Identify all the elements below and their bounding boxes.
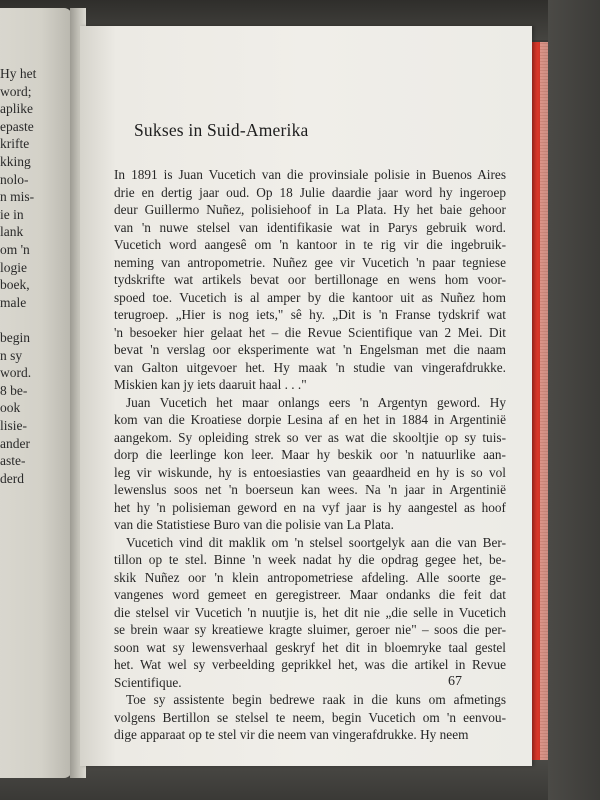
left-page <box>0 8 72 778</box>
left-page-line: n sy <box>0 347 23 363</box>
left-page-line: word. <box>0 365 32 381</box>
left-page-line: ook <box>0 400 21 416</box>
text-line: soon wat sy lewensverhaal geskryf het dit in bloemryke taal gestel <box>114 639 506 655</box>
text-line: terugroep. „Hier is nog iets," sê hy. „Dit is 'n Franse tydskrif wat <box>114 307 506 322</box>
text-line: van 'n nuwe stelsel van identifikasie wat in Parys gebruik word. <box>114 219 506 235</box>
text-line: volgens Bertillon se stelsel te neem, begin Vucetich om 'n eenvou- <box>114 709 506 725</box>
text-line: deur Guillermo Nuñez, polisiehoof in La Plata. Hy het baie gehoor <box>114 202 506 217</box>
text-line: het. Wat wel sy verbeelding geprikkel het, was die artikel in Revue <box>114 657 506 672</box>
left-page-line: boek, <box>0 277 30 293</box>
paragraph <box>114 394 506 534</box>
left-page-line: epaste <box>0 118 34 134</box>
text-line: se brein waar sy kreatiewe kragte sluimer, geroer nie" – soos die per- <box>114 622 506 637</box>
text-line: vangenes word gemeet en geregistreer. Maar ondanks die feit dat <box>114 587 506 602</box>
text-line: Toe sy assistente begin bedrewe raak in die kuns om afmetings <box>126 692 506 707</box>
text-line: drie en dertig jaar oud. Op 18 Julie daardie jaar word hy ingeroep <box>114 184 506 200</box>
paragraph <box>114 166 506 394</box>
left-page-line: kking <box>0 154 31 169</box>
text-line: dige apparaat op te stel vir die neem van vingerafdrukke. Hy neem <box>114 727 469 742</box>
text-line: die stelsel vir Vucetich 'n nuutjie is, het dit nie „die selle in Vucetich <box>114 604 506 620</box>
body-text <box>114 166 506 744</box>
page-number: 67 <box>448 674 462 689</box>
right-page <box>80 26 532 766</box>
text-line: tydskrifte wat artikels bevat oor bertillonage en wens hom voor- <box>114 272 506 287</box>
left-page-line: ander <box>0 435 30 451</box>
text-line: 'n besoeker hier gelaat het – die Revue Scientifique van 2 Mei. Dit <box>114 324 506 340</box>
left-page-line: krifte <box>0 136 30 152</box>
text-line: dorp die leerlinge kon leer. Maar hy beskik oor 'n natuurlike aan- <box>114 447 506 462</box>
left-page-line: n mis- <box>0 189 35 205</box>
left-page-line: derd <box>0 470 24 486</box>
text-line: kom van die Kroatiese dorpie Lesina af en het in 1884 in Argentinië <box>114 412 506 427</box>
left-page-line: male <box>0 294 27 310</box>
text-line: skik Nuñez oor 'n klein antropometriese afdeling. Alle soorte ge- <box>114 569 506 585</box>
left-page-line: begin <box>0 330 30 345</box>
text-line: bevat 'n verslag oor eksperimente wat 'n Engelsman met die naam <box>114 342 506 357</box>
text-line: Miskien kan jy iets daaruit haal . . ." <box>114 377 307 392</box>
text-line: In 1891 is Juan Vucetich van die provinsiale polisie in Buenos Aires <box>114 167 506 182</box>
left-page-line: lisie- <box>0 418 27 433</box>
text-line: neming van antropometrie. Nuñez gee vir Vucetich 'n paar tegniese <box>114 254 506 270</box>
paragraph <box>114 691 506 744</box>
text-line: aangekom. Sy opleiding strek so ver as wat die skooltjie op sy tuis- <box>114 429 506 445</box>
left-page-line: aste- <box>0 453 26 469</box>
text-line: spoed toe. Vucetich is al amper by die kantoor uit as Nuñez hom <box>114 289 506 305</box>
text-line: van die Statistiese Buro van die polisie van La Plata. <box>114 517 394 532</box>
text-line: Scientifique. <box>114 674 182 690</box>
left-page-line: lank <box>0 224 24 240</box>
background-bottom <box>0 760 600 800</box>
left-page-line: ie in <box>0 206 24 222</box>
text-line: leg vir wiskunde, hy is entoesiasties van geaardheid en hy is so vol <box>114 464 506 480</box>
chapter-heading: Sukses in Suid-Amerika <box>134 120 309 140</box>
left-page-line: logie <box>0 259 27 275</box>
text-line: tillon op te stel. Binne 'n week nadat hy die opdrag gegee het, be- <box>114 552 506 567</box>
text-line: Vucetich word aangesê om 'n kantoor in te rig vir die ingebruik- <box>114 237 506 252</box>
left-page-line: aplike <box>0 101 33 117</box>
text-line: het hy 'n polisieman geword en na vyf jaar is hy aangestel as hoof <box>114 499 506 515</box>
left-page-line: om 'n <box>0 242 30 257</box>
text-line: Juan Vucetich het maar onlangs eers 'n Argentyn geword. Hy <box>126 394 506 410</box>
background-right <box>548 0 600 800</box>
text-line: van Galton uitgevoer het. Hy maak 'n studie van vingerafdrukke. <box>114 359 506 375</box>
left-page-line: 8 be- <box>0 382 28 398</box>
paragraph <box>114 534 506 692</box>
text-line: Vucetich vind dit maklik om 'n stelsel soortgelyk aan die van Ber- <box>126 534 506 550</box>
page-edges <box>540 42 548 760</box>
left-page-line: nolo- <box>0 171 29 187</box>
text-line: lewenslus soos net 'n boerseun kan wees. Na 'n jaar in Argentinië <box>114 482 506 497</box>
left-page-line: word; <box>0 83 32 99</box>
left-page-line: Hy het <box>0 66 37 81</box>
